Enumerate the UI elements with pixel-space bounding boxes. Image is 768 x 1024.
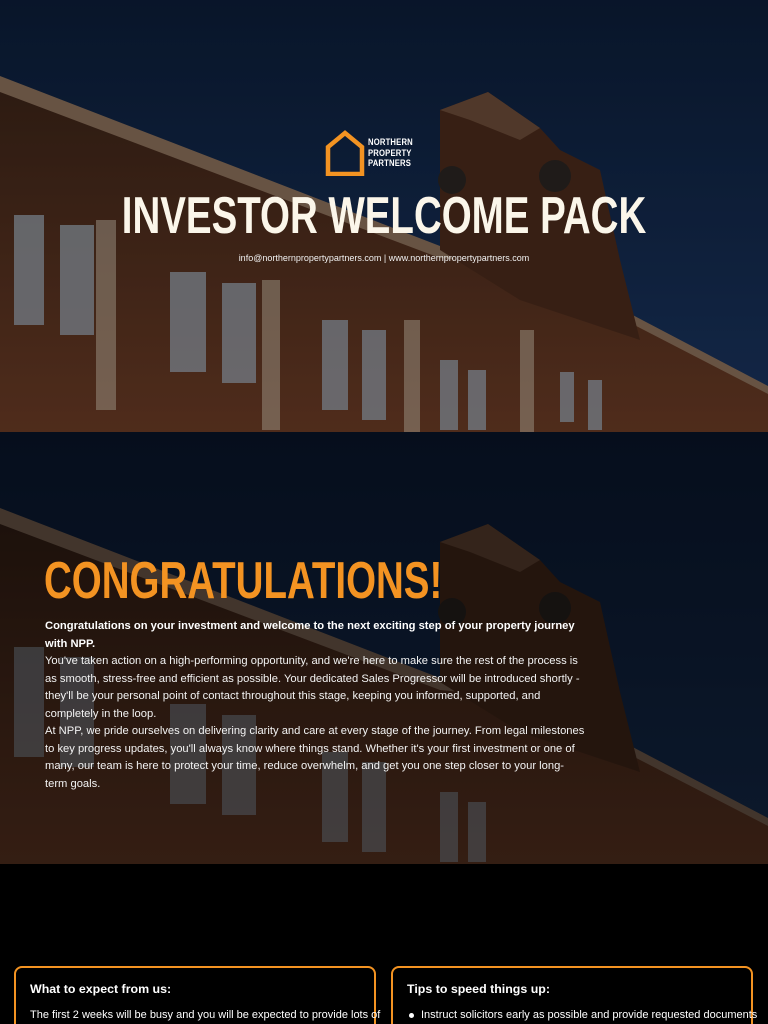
tips-card (391, 966, 758, 1024)
tips-list-item: Instruct solicitors early as possible and provide requested documents (407, 1008, 737, 1023)
tips-card-title: Tips to speed things up: (407, 982, 550, 996)
page-title: INVESTOR WELCOME PACK (121, 187, 647, 245)
contact-line: info@northernpropertypartners.com | www.northernpropertypartners.com (238, 253, 530, 263)
congratulations-paragraph-2: At NPP, we pride ourselves on delivering clarity and care at every stage of the journey. From legal milestones to key progress updates, you'll always know where things stand. Whether it's your first investment or one of many, our team is here to protect your time, reduce overwhelm, and get you one step closer to your long-term goals. (45, 725, 585, 790)
congratulations-paragraph-1: You've taken action on a high-performing opportunity, and we're here to make sure the rest of the process is as smooth, stress-free and efficient as possible. Your dedicated Sales Progressor will be introduced shortly - they'll be your personal point of contact throughout this stage, keeping you informed, supported, and completely in the loop. (45, 655, 580, 720)
expectations-card (14, 966, 381, 1024)
brand-line-3: PARTNERS (368, 157, 412, 169)
tips-list (407, 1008, 758, 1023)
hero-section (0, 0, 768, 432)
brand-name (368, 137, 413, 169)
brand-logo (325, 130, 423, 176)
congratulations-lead: Congratulations on your investment and welcome to the next exciting step of your property journey with NPP. (45, 620, 575, 650)
expectations-card-title: What to expect from us: (30, 982, 172, 996)
brand-line-2: PROPERTY (368, 146, 412, 158)
expectations-card-text: The first 2 weeks will be busy and you will be expected to provide lots of (30, 1009, 381, 1021)
congratulations-heading: CONGRATULATIONS! (44, 552, 443, 610)
house-icon (325, 130, 365, 176)
brand-line-1: NORTHERN (368, 136, 413, 148)
